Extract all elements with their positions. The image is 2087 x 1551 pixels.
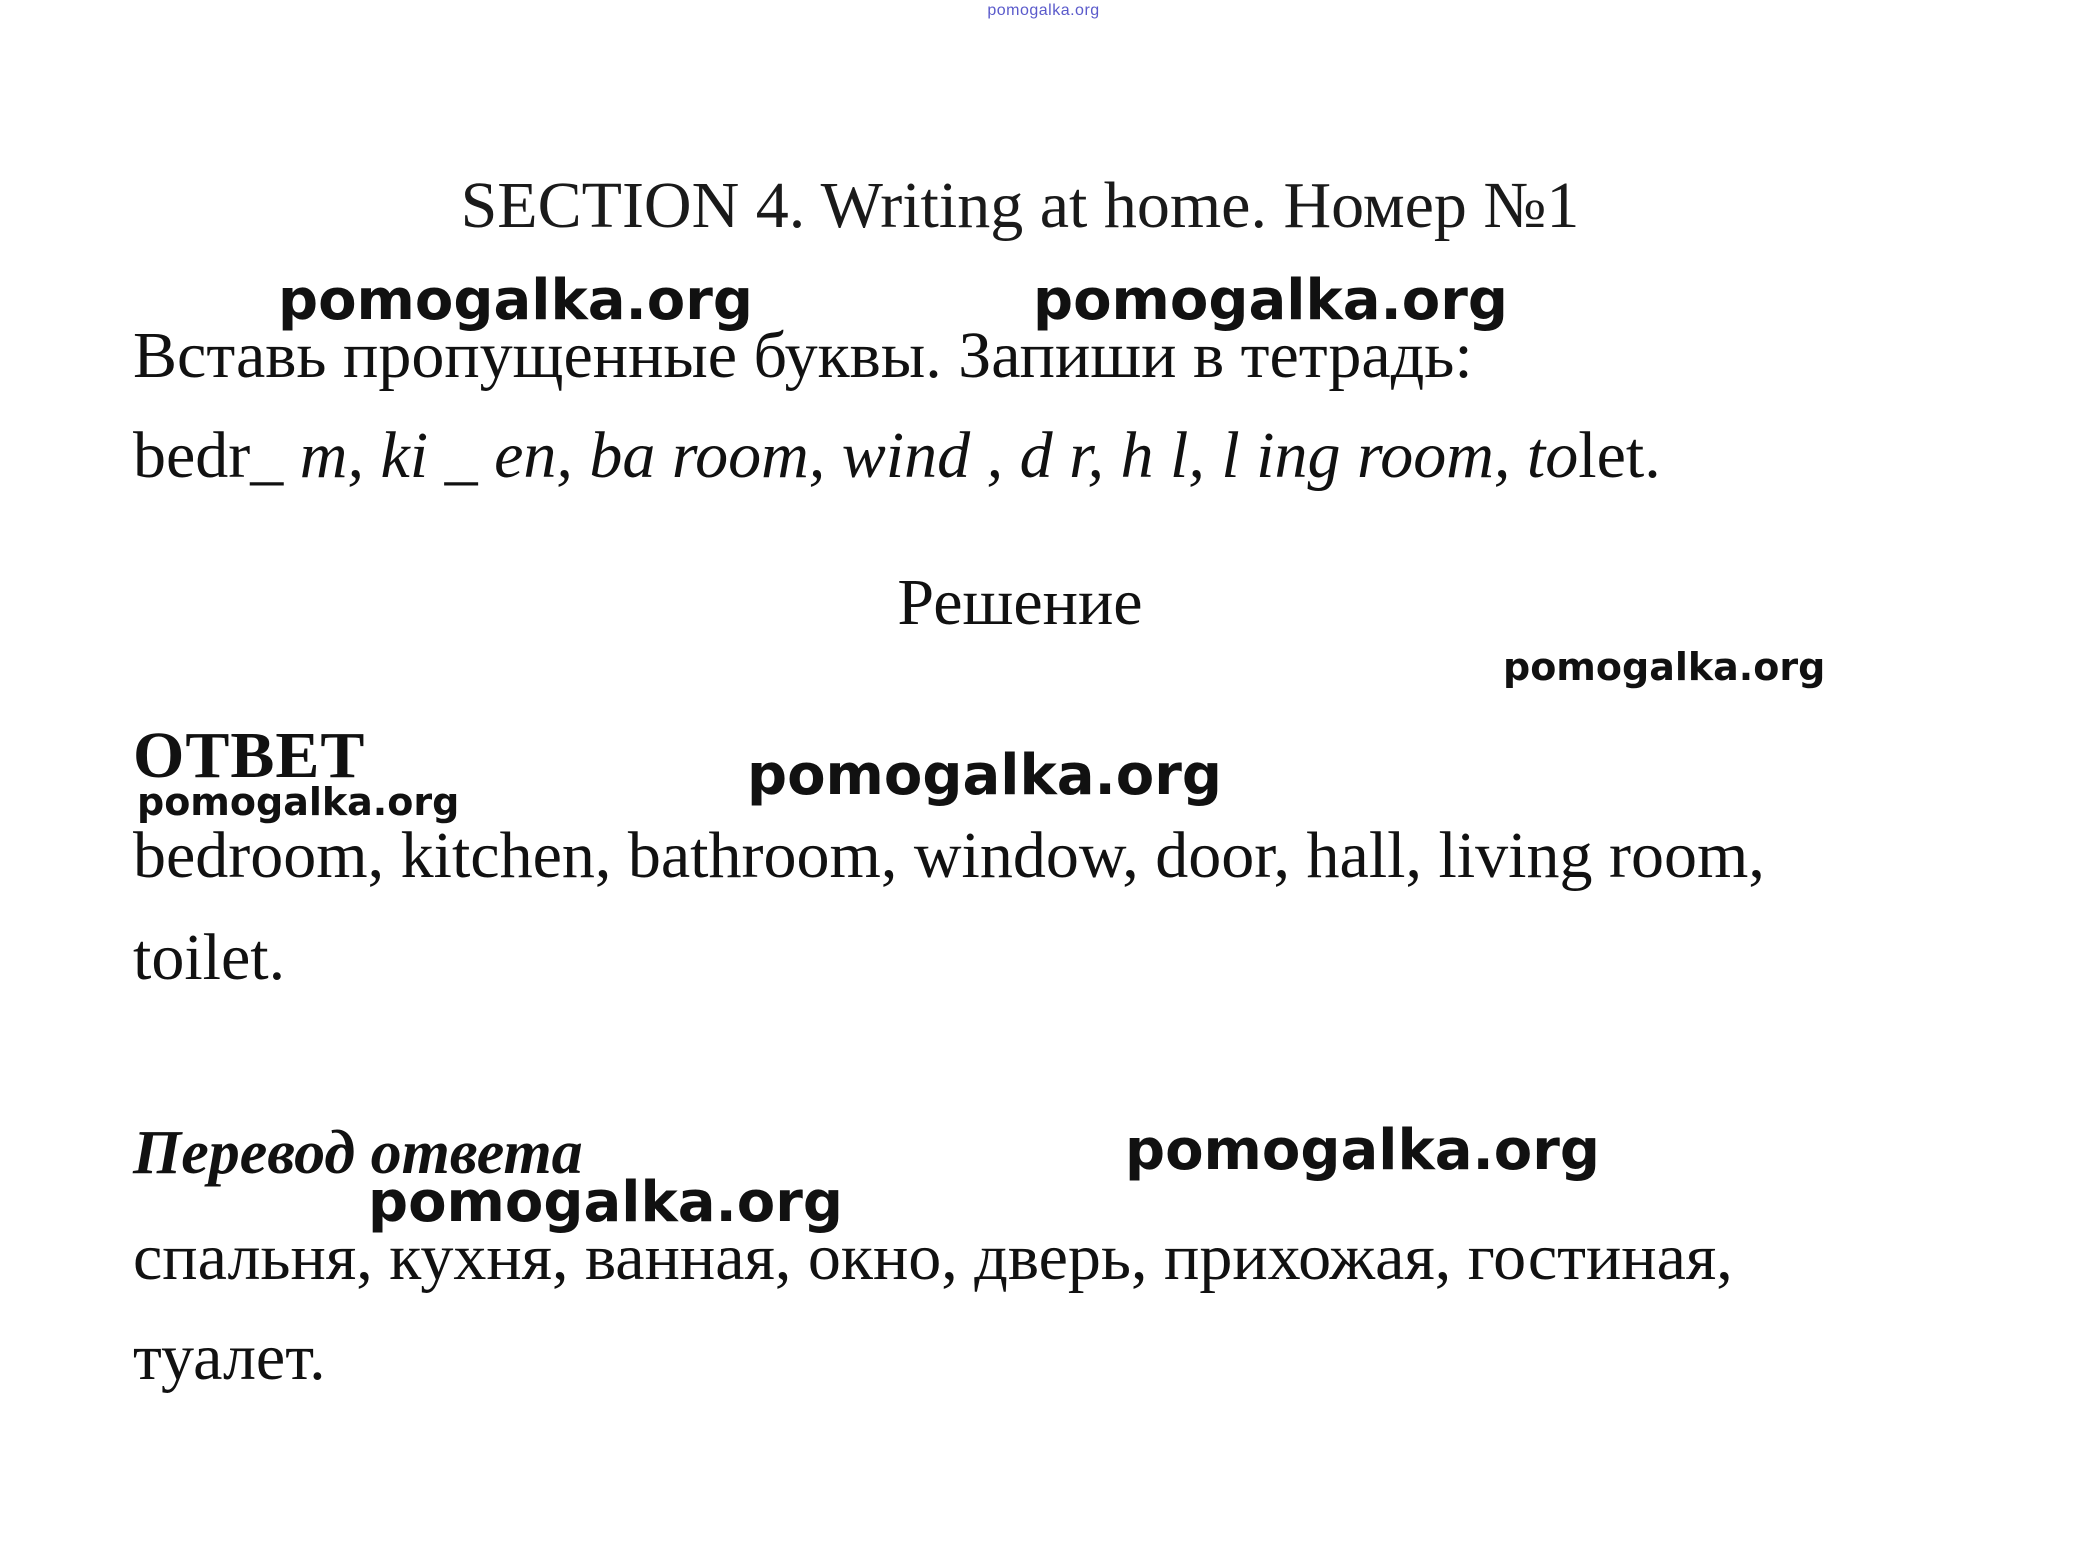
translation-heading: Перевод ответа (133, 1119, 583, 1187)
translation-line-2: туалет. (133, 1321, 326, 1394)
watermark: pomogalka.org (1503, 645, 1826, 689)
task-words (133, 418, 1661, 494)
top-site-watermark: pomogalka.org (987, 2, 1100, 19)
watermark: pomogalka.org (278, 268, 753, 333)
solution-heading: Решение (897, 566, 1143, 639)
watermark: pomogalka.org (368, 1170, 843, 1235)
watermark: pomogalka.org (137, 780, 460, 824)
answer-line-1: bedroom, kitchen, bathroom, window, door, hall, living room, (133, 819, 1765, 892)
answer-line-2: toilet. (133, 921, 286, 994)
translation-line-1: спальня, кухня, ванная, окно, дверь, прихожая, гостиная, (133, 1221, 1733, 1294)
watermark: pomogalka.org (1033, 268, 1508, 333)
task-words-end: let. (1578, 419, 1661, 492)
task-instruction: Вставь пропущенные буквы. Запиши в тетрадь: (133, 319, 1473, 392)
answer-heading: ОТВЕТ (133, 719, 366, 792)
task-words-start: bedr_ (133, 419, 300, 492)
watermark: pomogalka.org (1125, 1118, 1600, 1183)
task-words-italic: m, ki _ en, ba room, wind , d r, h l, l ing room, to (299, 419, 1579, 492)
watermark: pomogalka.org (747, 743, 1222, 808)
page-title: SECTION 4. Writing at home. Номер №1 (460, 169, 1580, 242)
